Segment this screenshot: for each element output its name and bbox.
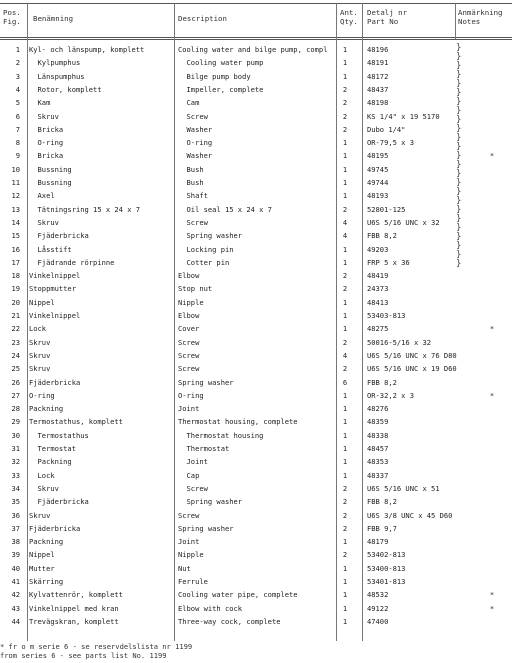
row-qty: 1 [342, 178, 348, 187]
row-part-no: 48195 [367, 151, 389, 161]
row-part-no: 48198 [367, 98, 389, 108]
row-description: Cooling water and bilge pump, compl [178, 45, 328, 54]
row-swedish-name: Fjädrande rörpinne [29, 257, 115, 267]
row-description: Cover [178, 324, 200, 334]
row-pos: 16 [11, 244, 20, 254]
row-qty: 1 [342, 324, 348, 334]
row-pos: 4 [15, 84, 20, 94]
row-part-no: 48353 [367, 457, 389, 467]
row-swedish-name: Fjäderbricka [29, 231, 89, 241]
row-swedish-name: Skruv [29, 364, 51, 374]
row-swedish-name: Skruv [29, 337, 51, 347]
row-part-no: 53403-813 [367, 311, 406, 320]
row-swedish-name: O-ring [29, 390, 55, 400]
row-description: Thermostat [178, 444, 230, 453]
row-swedish-name: Skruv [29, 350, 51, 360]
row-pos: 40 [11, 563, 20, 573]
table-row [0, 575, 512, 588]
row-part-no: 53401-813 [367, 577, 406, 586]
row-pos: 33 [11, 470, 20, 480]
row-qty: 1 [342, 603, 348, 613]
row-pos: 12 [11, 191, 20, 201]
table-row [0, 163, 512, 176]
row-part-no: 48437 [367, 84, 389, 94]
row-part-no: U6S 5/16 UNC x 51 [367, 483, 440, 493]
table-row [0, 149, 512, 162]
table-row [0, 562, 512, 575]
row-qty: 1 [342, 563, 348, 573]
row-description: Cooling water pipe, complete [178, 590, 298, 600]
row-pos: 21 [11, 311, 20, 320]
table-row [0, 482, 512, 495]
footnote-swedish: * fr o m serie 6 - se reservdelslista nr 1199 [0, 642, 193, 651]
row-part-no: U6S 5/16 UNC x 76 D80 [367, 350, 457, 360]
row-description: Washer [178, 124, 213, 134]
row-swedish-name: O-ring [29, 138, 64, 148]
row-swedish-name: Länspumphus [29, 71, 85, 81]
row-part-no: 48413 [367, 297, 389, 307]
row-part-no: FBB 8,2 [367, 377, 397, 387]
header-notes [458, 8, 503, 40]
row-part-no: 48179 [367, 537, 389, 547]
row-qty: 2 [342, 497, 348, 507]
row-description: Elbow with cock [178, 603, 243, 613]
row-swedish-name: Fjäderbricka [29, 377, 81, 387]
table-row [0, 216, 512, 229]
row-swedish-name: Packning [29, 404, 64, 414]
table-row [0, 136, 512, 149]
table-row [0, 43, 512, 56]
row-swedish-name: Kylvattenrör, komplett [29, 590, 123, 600]
row-description: Joint [178, 404, 200, 414]
row-description: Impeller, complete [178, 84, 264, 94]
header-qty-line2: Qty. [340, 17, 358, 26]
row-description: Screw [178, 350, 200, 360]
header-pos-line1: Pos. [3, 8, 21, 17]
row-pos: 32 [11, 457, 20, 467]
row-note: * [489, 603, 495, 613]
row-qty: 1 [342, 191, 348, 201]
row-part-no: U6S 3/8 UNC x 45 D60 [367, 510, 453, 520]
row-swedish-name: Termostathus [29, 430, 89, 440]
row-qty: 1 [342, 71, 348, 81]
header-part-no [367, 8, 407, 40]
row-description: Cap [178, 470, 200, 480]
row-part-no: 48337 [367, 470, 389, 480]
row-part-no: U6S 5/16 UNC x 19 D60 [367, 364, 457, 374]
group-brace: } } } } } } } } } } } } } } } } } } } } } } } } } [456, 43, 462, 269]
row-swedish-name: Lock [29, 470, 55, 480]
row-description: Spring washer [178, 497, 243, 507]
table-row [0, 110, 512, 123]
row-pos: 8 [15, 138, 20, 148]
row-qty: 2 [342, 510, 348, 520]
row-swedish-name: Vinkelnippel [29, 271, 81, 281]
table-row [0, 70, 512, 83]
table-row [0, 602, 512, 615]
row-qty: 1 [342, 45, 348, 54]
row-qty: 1 [342, 616, 348, 626]
table-row [0, 56, 512, 69]
row-swedish-name: Låsstift [29, 244, 72, 254]
row-description: Spring washer [178, 523, 234, 533]
row-qty: 1 [342, 390, 348, 400]
table-row [0, 243, 512, 256]
row-qty: 2 [342, 204, 348, 214]
row-part-no: 49122 [367, 603, 389, 613]
row-description: Elbow [178, 271, 200, 281]
row-pos: 2 [15, 58, 20, 68]
row-part-no: 48191 [367, 58, 389, 68]
row-swedish-name: Rotor, komplett [29, 84, 102, 94]
row-swedish-name: Axel [29, 191, 55, 201]
row-pos: 15 [11, 231, 20, 241]
row-swedish-name: Stoppmutter [29, 284, 76, 294]
row-qty: 1 [342, 58, 348, 68]
row-description: Locking pin [178, 244, 234, 254]
row-swedish-name: Kam [29, 98, 51, 108]
row-swedish-name: Termostat [29, 444, 76, 453]
table-row [0, 176, 512, 189]
row-description: Screw [178, 483, 208, 493]
row-description: Thermostat housing [178, 430, 264, 440]
table-row [0, 415, 512, 428]
row-part-no: 48275 [367, 324, 389, 334]
table-row [0, 442, 512, 455]
header-qty [340, 8, 362, 40]
row-swedish-name: Tätningsring 15 x 24 x 7 [29, 204, 141, 214]
table-row [0, 83, 512, 96]
row-swedish-name: Bussning [29, 178, 72, 187]
row-swedish-name: Mutter [29, 563, 55, 573]
row-qty: 2 [342, 124, 348, 134]
row-swedish-name: Bricka [29, 124, 64, 134]
table-row [0, 203, 512, 216]
column-divider [455, 3, 456, 39]
header-qty-line1: Ant. [340, 8, 358, 17]
table-row [0, 309, 512, 322]
header-rule-double [0, 39, 512, 40]
header-part-no-line2: Part No [367, 17, 399, 26]
table-row [0, 336, 512, 349]
row-qty: 1 [342, 138, 348, 148]
header-swedish: Benämning [33, 14, 74, 23]
row-qty: 1 [342, 297, 348, 307]
row-part-no: 48359 [367, 417, 389, 427]
row-description: Screw [178, 510, 200, 520]
row-qty: 1 [342, 577, 348, 586]
table-row [0, 535, 512, 548]
row-description: Bush [178, 164, 204, 174]
row-qty: 2 [342, 483, 348, 493]
row-swedish-name: Packning [29, 537, 64, 547]
row-description: Bush [178, 178, 204, 187]
row-swedish-name: Nippel [29, 297, 55, 307]
row-pos: 41 [11, 577, 20, 586]
row-swedish-name: Kylpumphus [29, 58, 81, 68]
row-pos: 3 [15, 71, 20, 81]
header-rule [0, 37, 512, 38]
row-description: Three-way cock, complete [178, 616, 281, 626]
row-description: Joint [178, 457, 208, 467]
row-pos: 44 [11, 616, 20, 626]
row-part-no: FRP 5 x 36 [367, 257, 410, 267]
row-qty: 2 [342, 84, 348, 94]
row-qty: 1 [342, 444, 348, 453]
row-part-no: 53402-813 [367, 550, 406, 560]
row-qty: 1 [342, 311, 348, 320]
row-swedish-name: Trevägskran, komplett [29, 616, 119, 626]
row-part-no: Dubo 1/4" [367, 124, 406, 134]
row-swedish-name: Kyl- och länspump, komplett [29, 45, 145, 54]
row-pos: 31 [11, 444, 20, 453]
row-pos: 27 [11, 390, 20, 400]
row-qty: 1 [342, 417, 348, 427]
row-swedish-name: Vinkelnippel med kran [29, 603, 119, 613]
table-row [0, 548, 512, 561]
row-swedish-name: Fjäderbricka [29, 523, 81, 533]
row-qty: 1 [342, 404, 348, 414]
row-qty: 6 [342, 377, 348, 387]
row-description: Ferrule [178, 577, 208, 586]
row-description: Elbow [178, 311, 200, 320]
row-note: * [489, 590, 495, 600]
row-note: * [489, 151, 495, 161]
row-pos: 14 [11, 217, 20, 227]
row-part-no: OR-32,2 x 3 [367, 390, 414, 400]
table-row [0, 615, 512, 628]
row-qty: 1 [342, 151, 348, 161]
row-part-no: OR-79,5 x 3 [367, 138, 414, 148]
row-swedish-name: Skärring [29, 577, 64, 586]
row-part-no: 48172 [367, 71, 389, 81]
table-row [0, 362, 512, 375]
row-description: O-ring [178, 390, 204, 400]
row-swedish-name: Termostathus, komplett [29, 417, 123, 427]
row-description: Cooling water pump [178, 58, 264, 68]
table-row [0, 296, 512, 309]
table-top-rule [0, 3, 512, 4]
table-row [0, 123, 512, 136]
header-notes-line1: Anmärkning [458, 8, 503, 17]
row-pos: 5 [15, 98, 20, 108]
row-description: Bilge pump body [178, 71, 251, 81]
row-qty: 2 [342, 337, 348, 347]
table-row [0, 189, 512, 202]
row-swedish-name: Lock [29, 324, 47, 334]
table-row [0, 469, 512, 482]
row-swedish-name: Bussning [29, 164, 72, 174]
row-qty: 1 [342, 470, 348, 480]
row-description: Joint [178, 537, 200, 547]
row-part-no: 48338 [367, 430, 389, 440]
row-part-no: 48457 [367, 444, 389, 453]
table-row [0, 322, 512, 335]
row-description: Stop nut [178, 284, 213, 294]
row-description: Washer [178, 151, 213, 161]
row-part-no: 50016-5/16 x 32 [367, 337, 432, 347]
row-note: * [489, 390, 495, 400]
row-description: Screw [178, 217, 208, 227]
row-swedish-name: Fjäderbricka [29, 497, 89, 507]
row-qty: 1 [342, 430, 348, 440]
row-swedish-name: Skruv [29, 483, 59, 493]
row-swedish-name: Skruv [29, 111, 59, 121]
table-row [0, 229, 512, 242]
table-row [0, 455, 512, 468]
table-row [0, 495, 512, 508]
row-qty: 2 [342, 111, 348, 121]
row-part-no: FBB 9,7 [367, 523, 397, 533]
row-description: Shaft [178, 191, 208, 201]
table-row [0, 588, 512, 601]
row-description: Nut [178, 563, 191, 573]
row-part-no: 49203 [367, 244, 389, 254]
row-description: O-ring [178, 138, 213, 148]
row-description: Cotter pin [178, 257, 230, 267]
row-qty: 2 [342, 98, 348, 108]
row-swedish-name: Skruv [29, 510, 51, 520]
footnote-english: from series 6 - see parts list No. 1199 [0, 651, 167, 660]
row-part-no: 47400 [367, 616, 389, 626]
row-part-no: 24373 [367, 284, 389, 294]
row-part-no: 48193 [367, 191, 389, 201]
table-row [0, 376, 512, 389]
row-pos: 19 [11, 284, 20, 294]
row-description: Spring washer [178, 231, 243, 241]
row-description: Nipple [178, 550, 204, 560]
row-description: Nipple [178, 297, 204, 307]
row-pos: 20 [11, 297, 20, 307]
row-pos: 29 [11, 417, 20, 427]
row-description: Screw [178, 337, 200, 347]
row-part-no: 48419 [367, 271, 389, 281]
row-pos: 23 [11, 337, 20, 347]
header-description: Description [178, 14, 227, 23]
row-qty: 2 [342, 284, 348, 294]
row-qty: 1 [342, 164, 348, 174]
table-row [0, 349, 512, 362]
row-pos: 25 [11, 364, 20, 374]
row-qty: 1 [342, 257, 348, 267]
row-part-no: 53400-813 [367, 563, 406, 573]
header-part-no-line1: Detalj nr [367, 8, 408, 17]
header-pos-line2: Fig. [3, 17, 21, 26]
row-pos: 36 [11, 510, 20, 520]
row-part-no: KS 1/4" x 19 5170 [367, 111, 440, 121]
row-qty: 1 [342, 537, 348, 547]
row-part-no: U6S 5/16 UNC x 32 [367, 217, 440, 227]
row-qty: 4 [342, 217, 348, 227]
row-qty: 2 [342, 550, 348, 560]
table-row [0, 402, 512, 415]
row-pos: 7 [15, 124, 20, 134]
row-pos: 43 [11, 603, 20, 613]
row-qty: 1 [342, 457, 348, 467]
row-qty: 2 [342, 364, 348, 374]
table-row [0, 269, 512, 282]
header-notes-line2: Notes [458, 17, 481, 26]
row-pos: 39 [11, 550, 20, 560]
row-part-no: 52801-125 [367, 204, 406, 214]
row-part-no: 49745 [367, 164, 389, 174]
row-swedish-name: Vinkelnippel [29, 311, 81, 320]
row-swedish-name: Bricka [29, 151, 64, 161]
row-pos: 10 [11, 164, 20, 174]
row-qty: 4 [342, 231, 348, 241]
table-row [0, 509, 512, 522]
row-pos: 37 [11, 523, 20, 533]
row-description: Screw [178, 111, 208, 121]
row-note: * [489, 324, 495, 334]
row-pos: 11 [11, 178, 20, 187]
row-pos: 9 [15, 151, 20, 161]
row-description: Screw [178, 364, 200, 374]
row-pos: 6 [15, 111, 20, 121]
row-pos: 34 [11, 483, 20, 493]
row-qty: 4 [342, 350, 348, 360]
row-pos: 22 [11, 324, 20, 334]
row-pos: 38 [11, 537, 20, 547]
row-swedish-name: Packning [29, 457, 72, 467]
table-row [0, 282, 512, 295]
table-row [0, 389, 512, 402]
row-part-no: 49744 [367, 178, 389, 187]
row-pos: 30 [11, 430, 20, 440]
row-pos: 26 [11, 377, 20, 387]
row-swedish-name: Skruv [29, 217, 59, 227]
row-description: Cam [178, 98, 200, 108]
header-pos [3, 8, 25, 40]
row-description: Spring washer [178, 377, 234, 387]
row-part-no: FBB 8,2 [367, 231, 397, 241]
row-description: Thermostat housing, complete [178, 417, 298, 427]
row-swedish-name: Nippel [29, 550, 55, 560]
table-row [0, 96, 512, 109]
row-pos: 17 [11, 257, 20, 267]
table-row [0, 522, 512, 535]
row-qty: 2 [342, 523, 348, 533]
row-pos: 18 [11, 271, 20, 281]
row-part-no: 48276 [367, 404, 389, 414]
row-description: Oil seal 15 x 24 x 7 [178, 204, 272, 214]
row-pos: 28 [11, 404, 20, 414]
row-pos: 42 [11, 590, 20, 600]
row-pos: 13 [11, 204, 20, 214]
row-qty: 1 [342, 590, 348, 600]
row-pos: 1 [15, 45, 20, 54]
row-part-no: 48196 [367, 45, 389, 54]
table-row [0, 256, 512, 269]
row-qty: 2 [342, 271, 348, 281]
row-part-no: 48532 [367, 590, 389, 600]
row-qty: 1 [342, 244, 348, 254]
table-row [0, 429, 512, 442]
row-pos: 24 [11, 350, 20, 360]
row-pos: 35 [11, 497, 20, 507]
row-part-no: FBB 8,2 [367, 497, 397, 507]
